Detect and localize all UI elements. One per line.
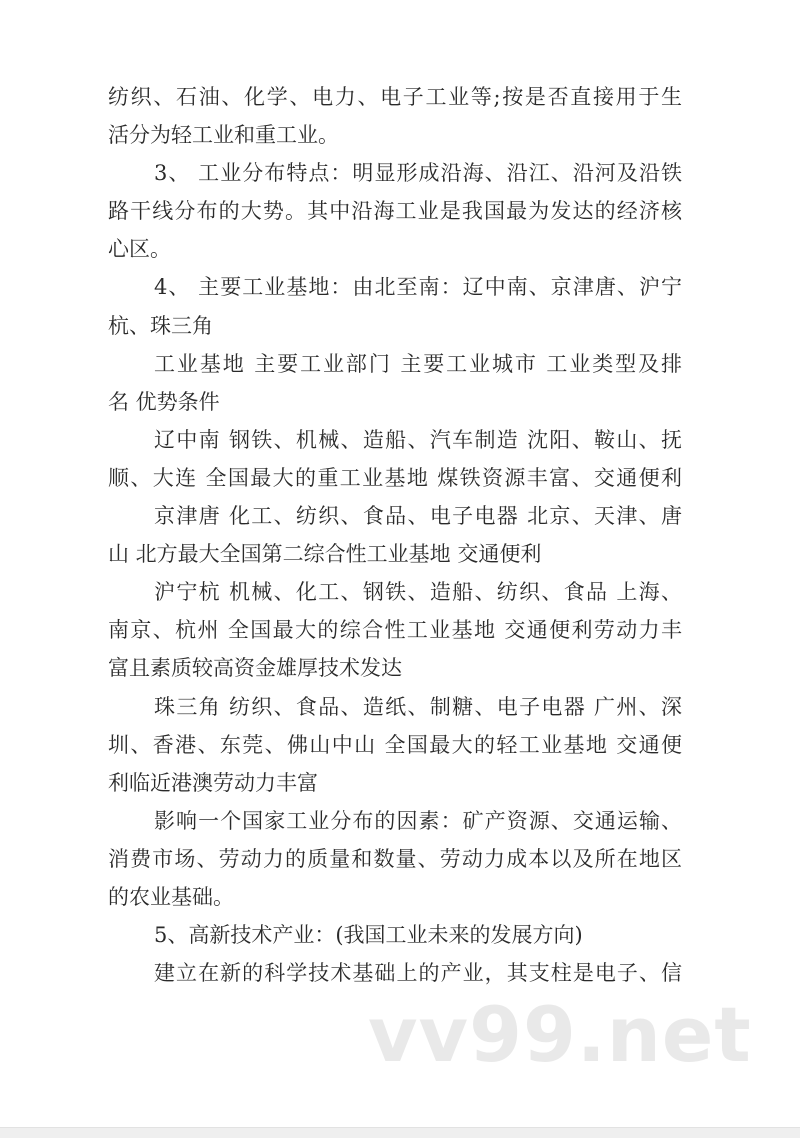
text-line: 顺、大连 全国最大的重工业基地 煤铁资源丰富、交通便利: [108, 465, 682, 490]
text-line: 山 北方最大全国第二综合性工业基地 交通便利: [108, 542, 542, 567]
text-line: 消费市场、劳动力的质量和数量、劳动力成本以及所在地区: [108, 846, 682, 871]
text-line: 杭、珠三角: [108, 313, 213, 338]
watermark: vv99.net: [368, 990, 752, 1079]
document-body: [108, 78, 682, 992]
text-line: 工业基地 主要工业部门 主要工业城市 工业类型及排: [154, 351, 682, 376]
text-line: 名 优势条件: [108, 389, 220, 414]
text-line: 利临近港澳劳动力丰富: [108, 770, 318, 795]
text-line: 南京、杭州 全国最大的综合性工业基地 交通便利劳动力丰: [108, 618, 682, 643]
text-line: 建立在新的科学技术基础上的产业，其支柱是电子、信: [154, 961, 682, 986]
page-bottom-edge: [0, 1127, 800, 1138]
text-line: 京津唐 化工、纺织、食品、电子电器 北京、天津、唐: [154, 504, 682, 529]
text-line: 沪宁杭 机械、化工、钢铁、造船、纺织、食品 上海、: [154, 580, 682, 605]
text-line: 心区。: [108, 237, 171, 262]
text-line: 4、 主要工业基地：由北至南：辽中南、京津唐、沪宁: [154, 275, 682, 300]
text-line: 珠三角 纺织、食品、造纸、制糖、电子电器 广州、深: [154, 694, 682, 719]
text-line: 辽中南 钢铁、机械、造船、汽车制造 沈阳、鞍山、抚: [154, 427, 682, 452]
text-line: 活分为轻工业和重工业。: [108, 123, 339, 148]
text-line: 影响一个国家工业分布的因素：矿产资源、交通运输、: [154, 808, 682, 833]
text-line: 5、高新技术产业：(我国工业未来的发展方向): [154, 923, 583, 948]
text-line: 3、 工业分布特点：明显形成沿海、沿江、沿河及沿铁: [154, 161, 682, 186]
text-line: 富且素质较高资金雄厚技术发达: [108, 656, 402, 681]
text-line: 纺织、石油、化学、电力、电子工业等;按是否直接用于生: [108, 85, 682, 109]
text-line: 的农业基础。: [108, 884, 234, 909]
text-line: 路干线分布的大势。其中沿海工业是我国最为发达的经济核: [108, 199, 682, 224]
text-line: 圳、香港、东莞、佛山中山 全国最大的轻工业基地 交通便: [108, 732, 682, 757]
